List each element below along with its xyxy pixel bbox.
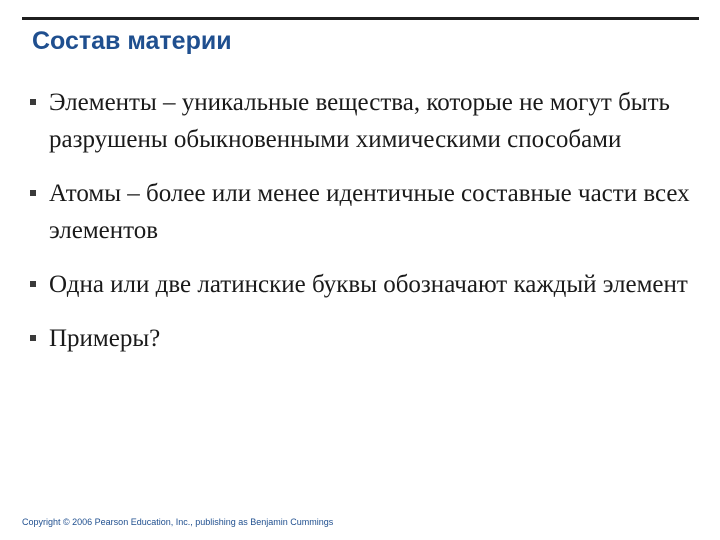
bullet-text: Одна или две латинские буквы обозначают каждый элемент bbox=[49, 271, 688, 298]
copyright-footer: Copyright © 2006 Pearson Education, Inc., publishing as Benjamin Cummings bbox=[22, 517, 334, 527]
bullet-item-examples bbox=[30, 320, 690, 357]
bullet-text: Примеры? bbox=[49, 325, 161, 352]
slide-title: Состав материи bbox=[32, 27, 232, 55]
bullet-item-symbols bbox=[30, 266, 690, 303]
square-bullet-icon bbox=[30, 99, 36, 105]
title-rule bbox=[22, 17, 699, 20]
bullet-item-atoms bbox=[30, 175, 690, 249]
bullet-text: Элементы – уникальные вещества, которые не могут быть разрушены обыкновенными химическими способами bbox=[49, 89, 670, 153]
bullet-list bbox=[30, 84, 690, 357]
square-bullet-icon bbox=[30, 190, 36, 196]
square-bullet-icon bbox=[30, 281, 36, 287]
bullet-text: Атомы – более или менее идентичные составные части всех элементов bbox=[49, 180, 690, 244]
bullet-item-elements bbox=[30, 84, 690, 158]
square-bullet-icon bbox=[30, 335, 36, 341]
